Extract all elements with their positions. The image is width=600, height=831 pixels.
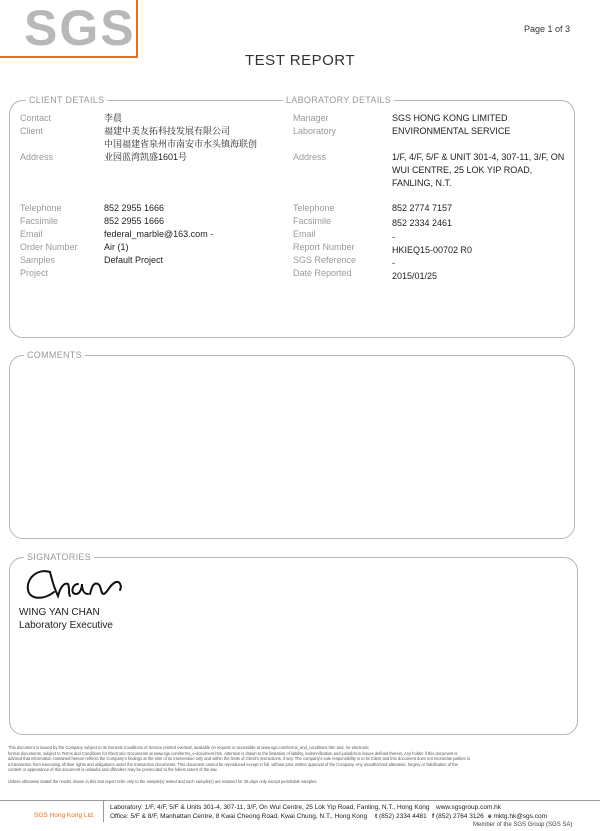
sgs-reference-value: -: [392, 258, 395, 268]
footer-fax: [432, 812, 484, 821]
lab-facsimile-label: Facsimile: [293, 216, 332, 226]
disclaimer-line-4: a transaction from exercising all their rights and obligations under the transaction documents. This document cannot be reproduced except in full, without prior written approval of the Company. Any unauthorized alteration, forgery or falsification of the: [8, 761, 458, 767]
disclaimer-line-5: content or appearance of this document is unlawful and offenders may be prosecuted to the fullest extent of the law.: [8, 767, 218, 773]
client-label: Client: [20, 126, 44, 136]
lab-facsimile-value: 852 2334 2461: [392, 218, 453, 228]
samples-label: Samples: [20, 255, 56, 265]
footer-phone: [375, 812, 427, 821]
footer-email-label: e: [488, 813, 492, 820]
lab-address-line-2: WUI CENTRE, 25 LOK YIP ROAD,: [392, 165, 533, 175]
telephone-value: 852 2955 1666: [104, 203, 165, 213]
disclaimer-line-6: Unless otherwise stated the results shown in this test report refer only to the sample(s) tested and such sample(s) are retained for 30 days only except perishable samples.: [8, 778, 318, 784]
email-value: federal_marble@163.com -: [104, 229, 214, 239]
contact-label: Contact: [20, 113, 52, 123]
facsimile-value: 852 2955 1666: [104, 216, 165, 226]
footer-office-line: Office: 5/F & 8/F, Manhattan Centre, 8 Kwai Cheong Road, Kwai Chung, N.T., Hong Kong: [110, 813, 368, 820]
address-label: Address: [20, 152, 54, 162]
comments-legend: COMMENTS: [24, 350, 85, 360]
disclaimer: [8, 745, 593, 785]
facsimile-label: Facsimile: [20, 216, 59, 226]
lab-address-label: Address: [293, 152, 327, 162]
lab-telephone-label: Telephone: [293, 203, 335, 213]
samples-value: Default Project: [104, 255, 164, 265]
footer-company: SGS Hong Kong Ltd.: [34, 812, 95, 819]
sgs-reference-label: SGS Reference: [293, 255, 357, 265]
contact-value: 李晨: [104, 113, 123, 123]
laboratory-label: Laboratory: [293, 126, 337, 136]
signature-image: [20, 562, 130, 608]
disclaimer-line-2: format documents, subject to Terms and Conditions for Electronic Documents at www.sgs.com/terms_e-document.htm. Attention is drawn to the limitation of liability, indemnification and jurisdiction issues defined therein. Any holder if this document is: [8, 750, 458, 756]
manager-label: Manager: [293, 113, 329, 123]
footer-phone-label: t: [375, 813, 378, 820]
laboratory-value: ENVIRONMENTAL SERVICE: [392, 126, 511, 136]
logo-text: SGS: [24, 0, 136, 56]
footer-fax-label: f: [432, 813, 435, 820]
client-details-legend: CLIENT DETAILS: [26, 95, 107, 105]
order-number-label: Order Number: [20, 242, 78, 252]
manager-value: SGS HONG KONG LIMITED: [392, 113, 508, 123]
address-line-1: 中国福建省泉州市南安市水头镇海联创: [104, 139, 258, 149]
date-reported-label: Date Reported: [293, 268, 352, 278]
page-number: Page 1 of 3: [523, 24, 570, 34]
logo-divider: [136, 0, 138, 58]
footer-divider: [103, 800, 104, 822]
order-number-value: Air (1): [104, 242, 129, 252]
signatories-legend: SIGNATORIES: [24, 552, 94, 562]
footer-email: [488, 812, 547, 821]
signatory-name: WING YAN CHAN: [19, 607, 100, 618]
page-title: TEST REPORT: [245, 52, 355, 69]
disclaimer-line-3: advised that information contained hereon reflects the Company's findings at the time of its intervention only and within the limits of Client's instructions, if any. The company's sole responsibility is to its Client and this document does not exonerate parties to: [8, 756, 471, 762]
project-label: Project: [20, 268, 49, 278]
footer-web: www.sgsgroup.com.hk: [436, 804, 502, 811]
date-reported-value: 2015/01/25: [392, 271, 438, 281]
disclaimer-line-1: This document is issued by the Company subject to its General Conditions of Service printed overleaf, available on request or accessible at www.sgs.com/terms_and_conditions.htm and, for electronic: [8, 745, 370, 750]
report-number-label: Report Number: [293, 242, 355, 252]
lab-email-value: -: [392, 232, 395, 242]
footer-phone-value: (852) 2334 4481: [378, 813, 427, 820]
comments-box: [9, 355, 575, 539]
footer-lab-line: Laboratory: 1/F, 4/F, 5/F & Units 301-4, 307-11, 3/F, On Wui Centre, 25 Lok Yip Road, Fanling, N.T., Hong Kong: [110, 804, 430, 811]
sgs-logo: [0, 0, 138, 56]
member-note: Member of the SGS Group (SGS SA): [473, 822, 573, 828]
address-line-2: 业园蓝湾凯盛1601号: [104, 152, 188, 162]
footer-email-value: mktg.hk@sgs.com: [493, 813, 547, 820]
email-label: Email: [20, 229, 43, 239]
lab-address-line-3: FANLING, N.T.: [392, 178, 452, 188]
lab-email-label: Email: [293, 229, 316, 239]
laboratory-details-legend: LABORATORY DETAILS: [283, 95, 394, 105]
lab-telephone-value: 852 2774 7157: [392, 203, 453, 213]
signatory-role: Laboratory Executive: [19, 620, 113, 631]
client-value: 福建中美友拓科技发展有限公司: [104, 126, 231, 136]
footer-rule: [0, 800, 600, 801]
lab-address-line-1: 1/F, 4/F, 5/F & UNIT 301-4, 307-11, 3/F, ON: [392, 152, 565, 162]
report-number-value: HKIEQ15-00702 R0: [392, 245, 473, 255]
telephone-label: Telephone: [20, 203, 62, 213]
footer-fax-value: (852) 2764 3126: [435, 813, 484, 820]
